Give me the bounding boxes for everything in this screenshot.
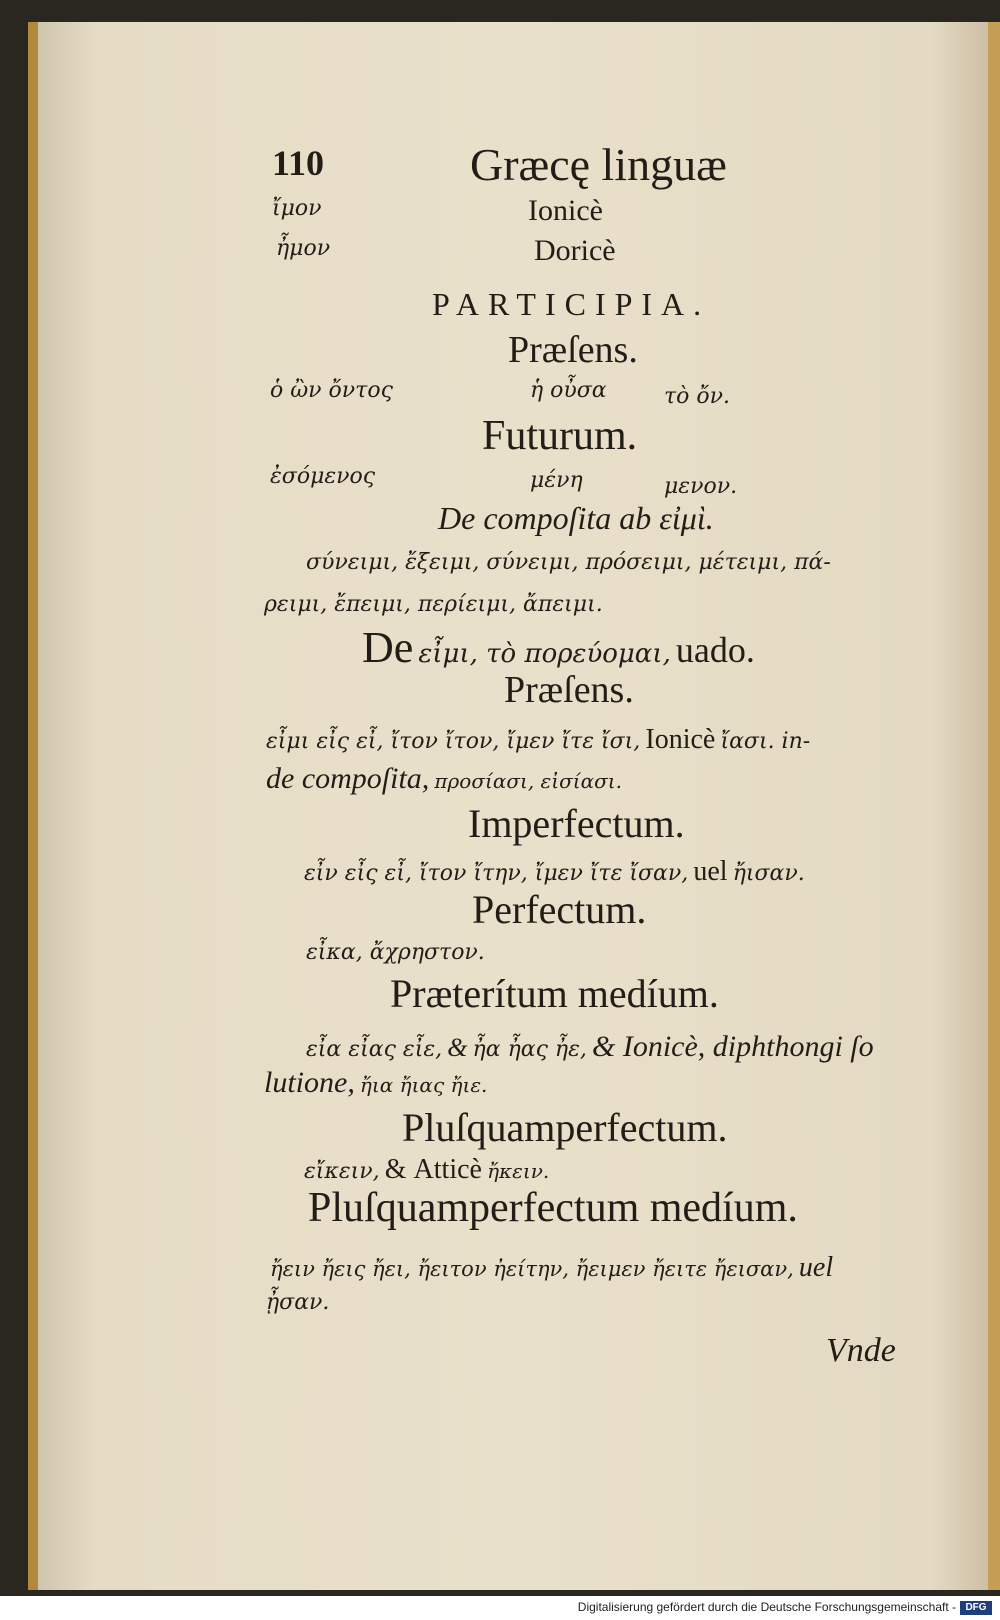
praeteritum-greek-2: ἦα ἦας ἦε,	[472, 1037, 587, 1062]
imperfectum-latin: uel	[693, 856, 728, 887]
plusquam-greek: εἴκειν,	[304, 1159, 380, 1184]
running-head: Græcę linguæ	[470, 139, 727, 190]
footer-text: Digitalisierung gefördert durch die Deutsche Forschungsgemeinschaft -	[577, 1600, 956, 1614]
pm-greek-1: ἤειν ἤεις ἤει, ἤειτον ἠείτην, ἤειμεν ἤειτε ἤεισαν,	[270, 1257, 794, 1281]
plusquam-heading: Pluſquamperfectum.	[402, 1105, 728, 1150]
plusquam-line	[304, 1154, 549, 1186]
plusquam-medium-line	[270, 1252, 833, 1284]
dfg-logo: DFG	[960, 1601, 992, 1615]
plusquam-greek-2: ἤκειν.	[487, 1159, 550, 1183]
praeteritum-heading: Præterítum medíum.	[390, 971, 719, 1016]
praeteritum-greek-3: ἤια ἤιας ἤιε.	[359, 1073, 488, 1097]
futurum-form-1: ἐσόμενος	[270, 464, 376, 489]
composita-heading: De compoſita ab εἰμὶ.	[438, 500, 714, 536]
futurum-form-3: μενον.	[664, 474, 738, 499]
plusquam-medium-heading: Pluſquamperfectum medíum.	[308, 1185, 798, 1231]
pm-latin: uel	[798, 1252, 834, 1283]
de-eimi-heading-latin-1: De	[362, 623, 414, 672]
perfectum-greek: εἶκα, ἄχρηστον.	[306, 940, 485, 965]
composita-greek: προσίασι, εἰσίασι.	[434, 769, 622, 793]
row-emon-label: Doricè	[534, 234, 616, 267]
praeteritum-line-2	[264, 1066, 487, 1100]
catchword: Vnde	[826, 1332, 896, 1369]
praeteritum-latin: & Ionicè, diphthongi ſo	[592, 1030, 874, 1063]
de-eimi-heading-latin-2: uado.	[675, 630, 755, 670]
page-number: 110	[272, 143, 325, 183]
praeteritum-line	[306, 1030, 874, 1064]
praeteritum-amp: &	[447, 1033, 468, 1062]
imperfectum-heading: Imperfectum.	[468, 801, 685, 846]
composita-text-2: ρειμι, ἔπειμι, περίειμι, ἄπειμι.	[264, 592, 603, 617]
row-imon-label: Ionicè	[528, 194, 603, 227]
de-eimi-praesens-heading: Præſens.	[504, 669, 634, 711]
composita-latin: de compoſita,	[266, 762, 430, 795]
participia-heading: PARTICIPIA.	[432, 286, 711, 322]
futurum-form-2: μένη	[530, 468, 583, 493]
praesens-form-2: ἡ οὖσα	[530, 378, 607, 403]
de-eimi-heading-greek: εἶμι, τὸ πορεύομαι,	[418, 639, 671, 669]
de-eimi-praesens-line	[266, 724, 810, 756]
praesens-greek: εἶμι εἶς εἶ, ἴτον ἴτον, ἴμεν ἴτε ἴσι,	[266, 729, 641, 754]
praesens-latin: Ionicè	[645, 724, 716, 755]
page-edge	[988, 22, 1000, 1590]
perfectum-heading: Perfectum.	[472, 887, 647, 932]
imperfectum-line	[304, 856, 805, 888]
imperfectum-greek: εἶν εἶς εἶ, ἴτον ἴτην, ἴμεν ἴτε ἴσαν,	[304, 861, 689, 886]
praesens-form-3: τὸ ὄν.	[664, 384, 731, 409]
de-eimi-heading	[362, 622, 755, 673]
imperfectum-greek-2: ἤισαν.	[732, 861, 805, 886]
participia-praesens-heading: Præſens.	[508, 329, 638, 371]
plusquam-latin: & Atticè	[384, 1154, 482, 1185]
de-eimi-composita-line	[266, 762, 622, 796]
participia-futurum-heading: Futurum.	[482, 413, 638, 459]
composita-text-1: σύνειμι, ἔξειμι, σύνειμι, πρόσειμι, μέτειμι, πά-	[306, 550, 831, 575]
pm-greek-2: ᾖσαν.	[266, 1290, 330, 1315]
praeteritum-latin-2: lutione,	[264, 1066, 355, 1099]
praeteritum-greek: εἶα εἶας εἶε,	[306, 1037, 443, 1062]
row-emon-greek: ἦμον	[276, 236, 331, 261]
praesens-greek-2: ἴασι. in-	[720, 729, 811, 754]
row-imon-greek: ἴμον	[272, 196, 322, 221]
praesens-form-1: ὁ ὢν ὄντος	[270, 378, 393, 403]
footer	[0, 1598, 1000, 1620]
